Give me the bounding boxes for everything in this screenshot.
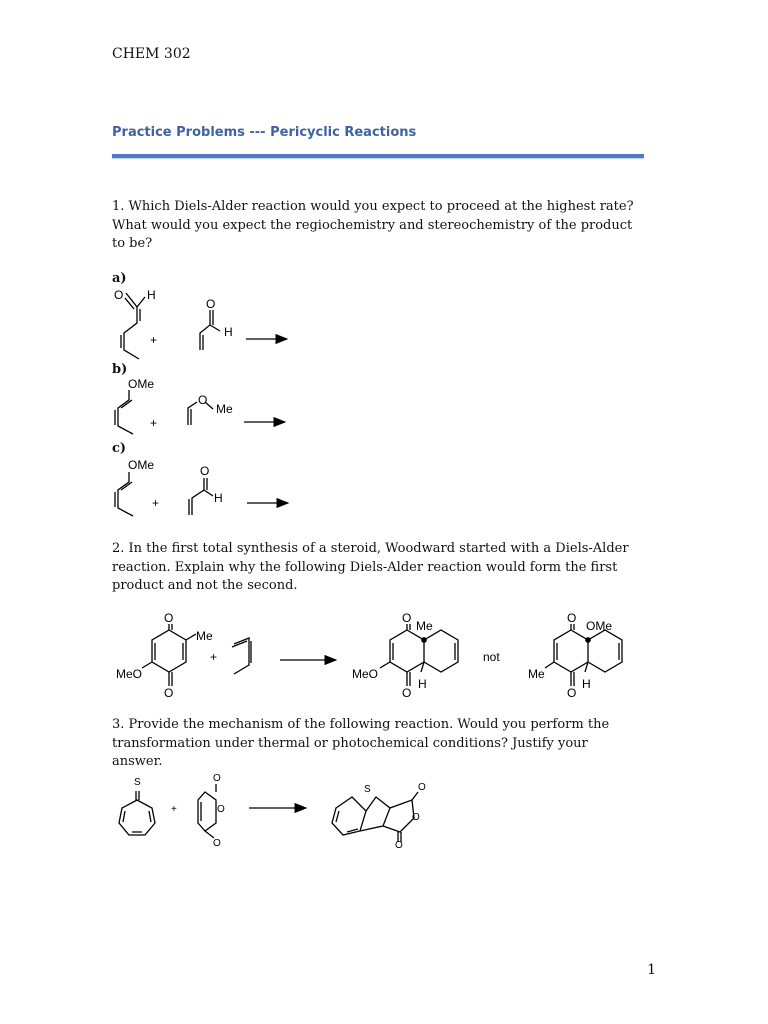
atom-label-h: H — [224, 325, 233, 339]
atom-label-o: O — [567, 611, 577, 625]
atom-label-o: O — [402, 611, 412, 625]
substituent-label-meo: MeO — [116, 667, 143, 681]
atom-label-o: O — [164, 686, 174, 700]
atom-label-h: H — [418, 677, 427, 691]
atom-label-h: H — [147, 288, 156, 302]
not-label: not — [483, 650, 500, 664]
substituent-label-ome: OMe — [586, 619, 613, 633]
page-number: 1 — [647, 962, 656, 978]
atom-label-o: O — [567, 686, 577, 700]
question-3: 3. Provide the mechanism of the following reaction. Would you perform the transformation under thermal or photochemical conditions? Justify your answer. — [112, 717, 610, 769]
question-1: 1. Which Diels-Alder reaction would you expect to proceed at the highest rate? What would you expect the regiochemistry and stereochemistry of the product to be? — [112, 199, 634, 251]
atom-label-o: O — [114, 288, 124, 302]
diene-b — [115, 390, 133, 434]
atom-label-h: H — [582, 677, 591, 691]
diene-a — [121, 293, 145, 359]
atom-label-s: S — [364, 784, 371, 795]
atom-label-o: O — [213, 773, 221, 784]
page-title: Practice Problems --- Pericyclic Reactions — [112, 125, 417, 140]
question-2: 2. In the first total synthesis of a steroid, Woodward started with a Diels-Alder reaction. Explain why the following Diels-Alder reaction would form the first product and not the second. — [112, 541, 629, 593]
cycloadduct-product — [332, 792, 418, 842]
course-code: CHEM 302 — [112, 46, 191, 62]
diene-c — [115, 472, 133, 516]
plus-sign: + — [150, 333, 158, 347]
substituent-label-meo: MeO — [352, 667, 379, 681]
plus-sign: + — [152, 496, 160, 510]
atom-label-o: O — [206, 297, 216, 311]
atom-label-o: O — [412, 812, 420, 823]
part-c-label: c) — [112, 441, 127, 456]
part-b-label: b) — [112, 362, 128, 377]
atom-label-o: O — [217, 804, 225, 815]
part-a-label: a) — [112, 271, 127, 286]
substituent-label-me: Me — [528, 667, 545, 681]
atom-label-o: O — [418, 782, 426, 793]
atom-label-o: O — [395, 840, 403, 851]
maleic-anhydride — [198, 784, 216, 838]
atom-label-o: O — [200, 464, 210, 478]
substituent-label-me: Me — [196, 629, 213, 643]
tropothione — [119, 791, 155, 835]
quinone-reactant — [142, 624, 196, 686]
substituent-label-ome: OMe — [128, 458, 155, 472]
dienophile-c — [189, 478, 213, 515]
plus-sign: + — [150, 416, 158, 430]
atom-label-h: H — [214, 491, 223, 505]
substituent-label-me: Me — [416, 619, 433, 633]
atom-label-o: O — [402, 686, 412, 700]
atom-label-o: O — [213, 838, 221, 849]
substituent-label-me: Me — [216, 402, 233, 416]
atom-label-o: O — [164, 611, 174, 625]
butadiene — [232, 638, 251, 674]
substituent-label-ome: OMe — [128, 377, 155, 391]
atom-label-s: S — [134, 777, 141, 788]
atom-label-o: O — [198, 393, 208, 407]
plus-sign: + — [171, 804, 177, 815]
plus-sign: + — [210, 650, 218, 664]
dienophile-a — [200, 310, 220, 350]
